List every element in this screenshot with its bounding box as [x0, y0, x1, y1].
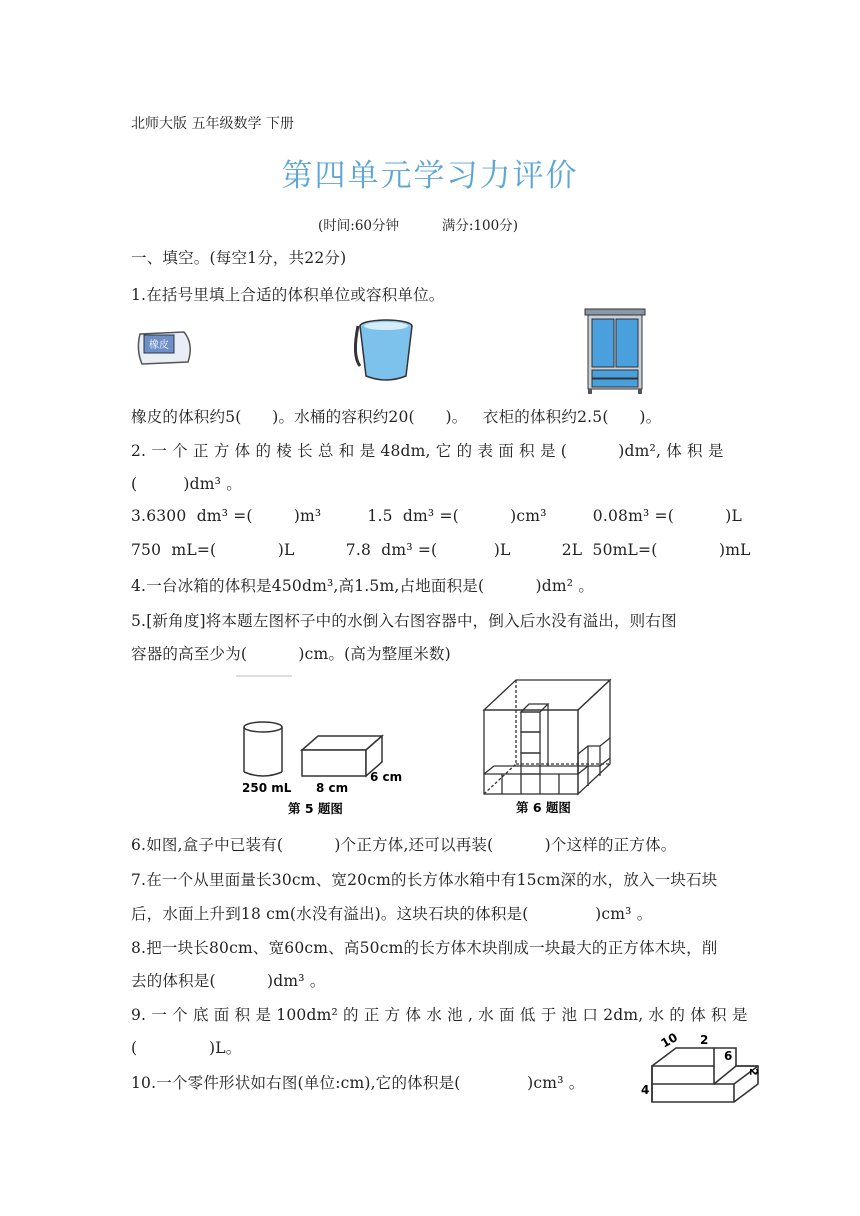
figure-10 [638, 1028, 764, 1108]
question-3-line1: 3.6300 dm³ =( )m³ 1.5 dm³ =( )cm³ 0.08m³ =( )L [131, 507, 742, 525]
figure-5-caption: 第 5 题图 [288, 801, 343, 816]
height-label: 6 cm [370, 770, 403, 784]
eraser-label: 橡皮 [149, 340, 169, 351]
question-2-line1: 2. 一 个 正 方 体 的 棱 长 总 和 是 48dm, 它 的 表 面 积 是 ( )dm², 体 积 是 [131, 442, 724, 460]
question-8-line2: 去的体积是( )dm³ 。 [131, 972, 326, 990]
question-2-line2: ( )dm³ 。 [131, 475, 242, 493]
question-7-line1: 7.在一个从里面量长30cm、宽20cm的长方体水箱中有15cm深的水，放入一块石块 [131, 871, 718, 889]
section-heading: 一、填空。(每空1分，共22分) [131, 249, 347, 267]
dim-2-top: 2 [700, 1033, 709, 1047]
dim-10: 10 [658, 1030, 680, 1051]
question-1: 1.在括号里填上合适的体积单位或容积单位。 [131, 286, 445, 304]
dim-4: 4 [641, 1083, 650, 1097]
exam-info: (时间:60分钟 满分:100分) [318, 218, 518, 234]
question-8-line1: 8.把一块长80cm、宽60cm、高50cm的长方体木块削成一块最大的正方体木块，削 [131, 939, 718, 957]
length-label: 8 cm [316, 781, 349, 795]
dim-6: 6 [724, 1049, 733, 1063]
question-5-line2: 容器的高至少为( )cm。(高为整厘米数) [131, 645, 451, 663]
question-7-line2: 后，水面上升到18 cm(水没有溢出)。这块石块的体积是( )cm³ 。 [131, 905, 653, 923]
question-1-answers: 橡皮的体积约5( )。水桶的容积约20( )。 衣柜的体积约2.5( )。 [131, 408, 662, 426]
question-4: 4.一台冰箱的体积是450dm³,高1.5m,占地面积是( )dm² 。 [131, 577, 595, 595]
bucket-image [350, 316, 422, 386]
question-6: 6.如图,盒子中已装有( )个正方体,还可以再装( )个这样的正方体。 [131, 836, 677, 854]
figure-6-caption: 第 6 题图 [516, 800, 571, 815]
page-title: 第四单元学习力评价 [281, 158, 579, 194]
cup-volume-label: 250 mL [242, 781, 292, 795]
question-9-line2: ( )L。 [131, 1039, 242, 1057]
question-10: 10.一个零件形状如右图(单位:cm),它的体积是( )cm³ 。 [131, 1074, 585, 1092]
figure-5 [232, 672, 412, 822]
dim-2-side: 2 [747, 1068, 760, 1076]
question-3-line2: 750 mL=( )L 7.8 dm³ =( )L 2L 50mL=( )mL [131, 541, 751, 559]
book-header: 北师大版 五年级数学 下册 [131, 116, 294, 132]
question-9-line1: 9. 一 个 底 面 积 是 100dm² 的 正 方 体 水 池 , 水 面 低 于 池 口 2dm, 水 的 体 积 是 [131, 1006, 748, 1024]
question-5-line1: 5.[新角度]将本题左图杯子中的水倒入右图容器中，倒入后水没有溢出，则右图 [131, 612, 677, 630]
figure-6 [480, 674, 620, 822]
eraser-image [134, 328, 196, 368]
wardrobe-image [582, 307, 648, 395]
